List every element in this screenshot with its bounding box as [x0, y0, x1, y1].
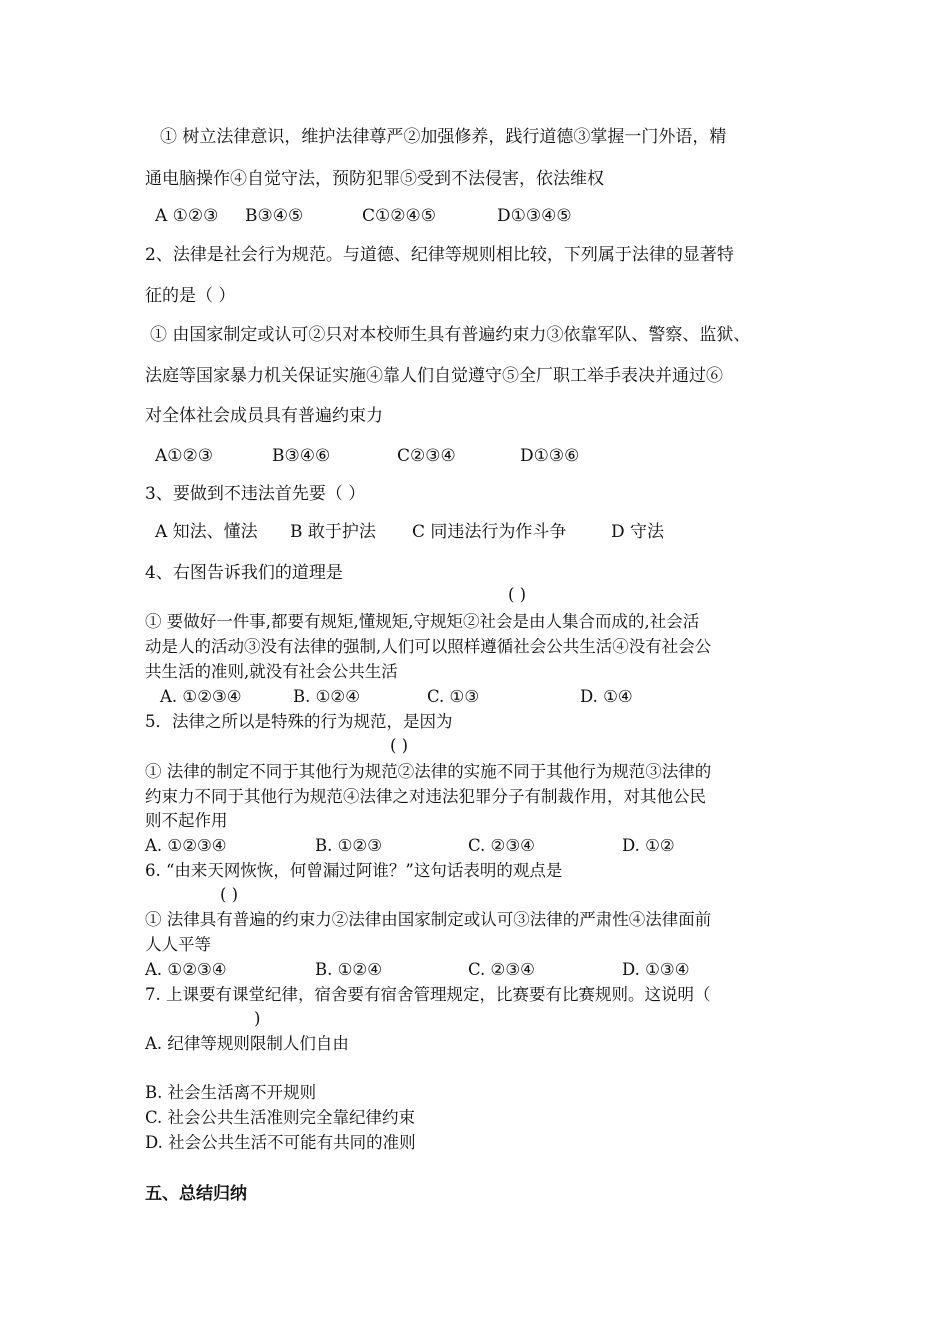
q2-option-d: D①③⑥: [520, 446, 580, 466]
q5-option-a: A. ①②③④: [145, 836, 227, 855]
q5-option-d: D. ①②: [622, 836, 675, 855]
q2-option-b: B③④⑥: [272, 446, 331, 466]
q6-answer-paren: ( ): [220, 885, 239, 904]
q5-statement-line-2: 约束力不同于其他行为规范④法律之对违法犯罪分子有制裁作用，对其他公民: [145, 787, 706, 806]
q2-option-a: A①②③: [155, 446, 213, 466]
q6-option-a: A. ①②③④: [145, 960, 227, 979]
q5-option-b: B. ①②③: [315, 836, 382, 855]
q7-option-a: A. 纪律等规则限制人们自由: [145, 1034, 349, 1053]
q2-question-line-2: 征的是（ ）: [145, 286, 236, 306]
q3-option-b: B 敢于护法: [290, 522, 376, 542]
q5-statement-line-1: ① 法律的制定不同于其他行为规范②法律的实施不同于其他行为规范③法律的: [145, 762, 712, 781]
q3-option-a: A 知法、懂法: [155, 522, 258, 542]
q7-option-d: D. 社会公共生活不可能有共同的准则: [145, 1133, 416, 1152]
q1-option-b: B③④⑤: [245, 206, 304, 226]
q2-question-line-1: 2、法律是社会行为规范。与道德、纪律等规则相比较，下列属于法律的显著特: [145, 245, 734, 265]
q4-statement-line-3: 共生活的准则,就没有社会公共生活: [145, 662, 398, 681]
q4-statement-line-1: ① 要做好一件事,都要有规矩,懂规矩,守规矩②社会是由人集合而成的,社会活: [145, 612, 700, 631]
section-heading-summary: 五、总结归纳: [145, 1184, 247, 1204]
q6-option-b: B. ①②④: [315, 960, 382, 979]
q5-answer-paren: ( ): [390, 736, 409, 755]
q6-question: 6. “由来天网恢恢，何曾漏过阿谁？”这句话表明的观点是: [145, 861, 563, 880]
q3-option-c: C 同违法行为作斗争: [412, 522, 567, 542]
q7-option-c: C. 社会公共生活准则完全靠纪律约束: [145, 1108, 416, 1127]
q1-statement-line-2: 通电脑操作④自觉守法，预防犯罪⑤受到不法侵害，依法维权: [145, 169, 604, 189]
q4-option-a: A. ①②③④: [160, 687, 242, 706]
q6-option-c: C. ②③④: [468, 960, 535, 979]
q1-option-c: C①②④⑤: [362, 206, 436, 226]
q2-option-c: C②③④: [397, 446, 456, 466]
q7-option-b: B. 社会生活离不开规则: [145, 1083, 317, 1102]
q2-statement-line-3: 对全体社会成员具有普遍约束力: [145, 406, 383, 426]
q3-question: 3、要做到不违法首先要（ ）: [145, 484, 366, 504]
q6-statement-line-2: 人人平等: [145, 935, 211, 954]
q1-option-d: D①③④⑤: [497, 206, 572, 226]
q2-statement-line-1: ① 由国家制定或认可②只对本校师生具有普遍约束力③依靠军队、警察、监狱、: [150, 325, 751, 345]
q1-option-a: A ①②③: [155, 206, 219, 226]
q5-option-c: C. ②③④: [468, 836, 535, 855]
q2-statement-line-2: 法庭等国家暴力机关保证实施④靠人们自觉遵守⑤全厂职工举手表决并通过⑥: [145, 366, 723, 386]
q4-option-c: C. ①③: [427, 687, 480, 706]
q1-statement-line-1: ① 树立法律意识，维护法律尊严②加强修养，践行道德③掌握一门外语，精: [160, 127, 727, 147]
q6-statement-line-1: ① 法律具有普遍的约束力②法律由国家制定或认可③法律的严肃性④法律面前: [145, 910, 712, 929]
q4-question: 4、右图告诉我们的道理是: [145, 563, 343, 583]
q4-option-d: D. ①④: [580, 687, 633, 706]
q4-option-b: B. ①②④: [293, 687, 360, 706]
q7-answer-paren-close: ): [254, 1009, 261, 1028]
q3-option-d: D 守法: [611, 522, 665, 542]
q4-answer-paren: ( ): [508, 585, 527, 604]
q5-statement-line-3: 则不起作用: [145, 811, 228, 830]
q6-option-d: D. ①③④: [622, 960, 690, 979]
q5-question: 5．法律之所以是特殊的行为规范，是因为: [145, 712, 453, 731]
q4-statement-line-2: 动是人的活动③没有法律的强制,人们可以照样遵循社会公共生活④没有社会公: [145, 637, 712, 656]
q7-question: 7. 上课要有课堂纪律，宿舍要有宿舍管理规定，比赛要有比赛规则。这说明（: [145, 985, 711, 1004]
